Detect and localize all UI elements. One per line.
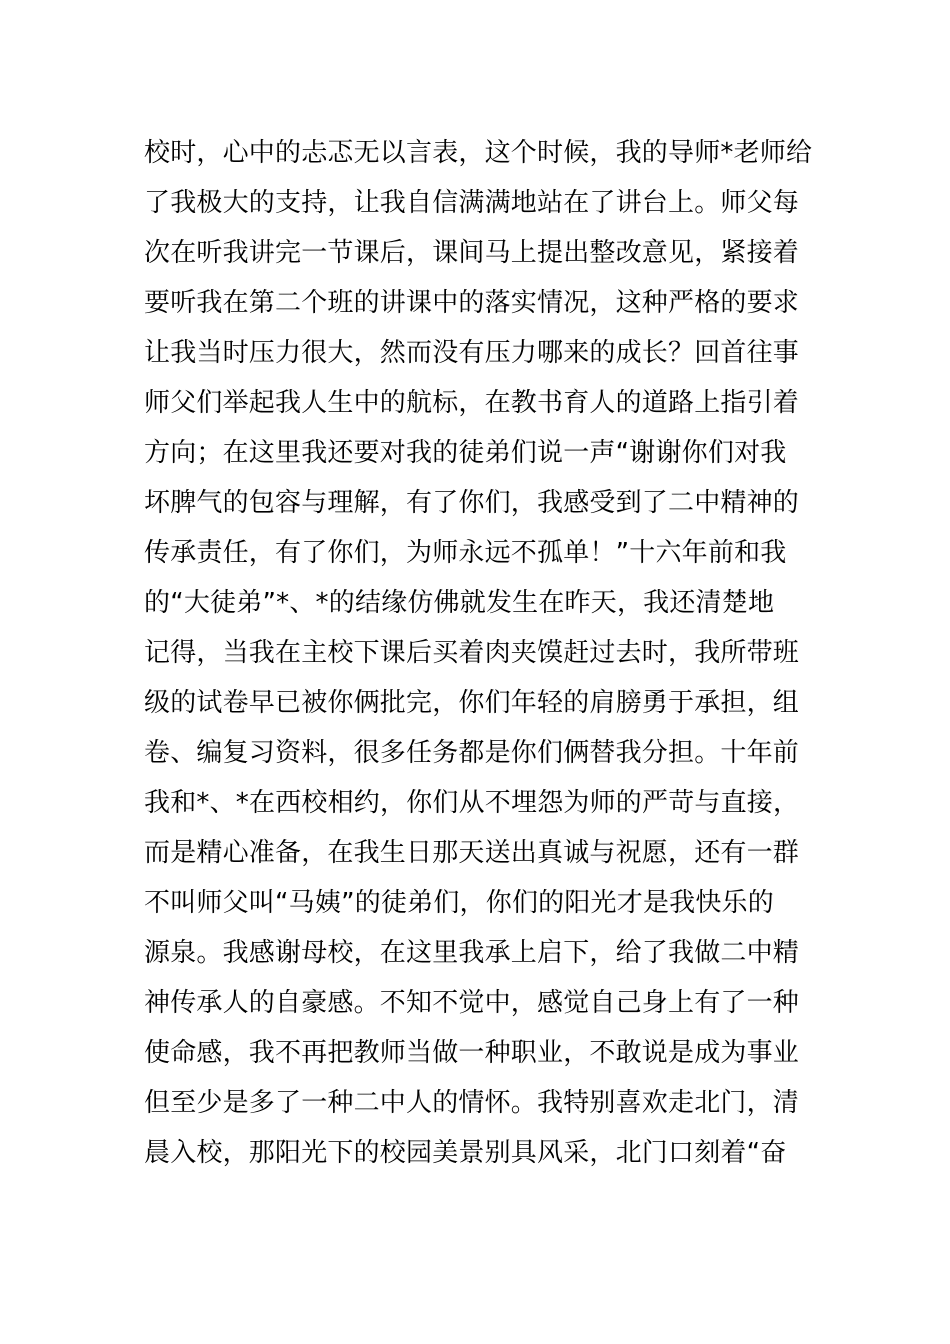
text-line: 校时，心中的忐忑无以言表，这个时候，我的导师*老师给: [144, 138, 813, 168]
text-line: 晨入校，那阳光下的校园美景别具风采，北门口刻着“奋: [144, 1138, 787, 1168]
text-line: 而是精心准备，在我生日那天送出真诚与祝愿，还有一群: [144, 838, 800, 868]
text-line: 让我当时压力很大，然而没有压力哪来的成长？回首往事: [144, 338, 800, 368]
text-line: 使命感，我不再把教师当做一种职业，不敢说是成为事业: [144, 1038, 800, 1068]
text-line: 次在听我讲完一节课后，课间马上提出整改意见，紧接着: [144, 238, 800, 268]
text-line: 不叫师父叫“马姨”的徒弟们，你们的阳光才是我快乐的: [144, 888, 774, 918]
text-line: 记得，当我在主校下课后买着肉夹馍赶过去时，我所带班: [144, 638, 800, 668]
text-line: 卷、编复习资料，很多任务都是你们俩替我分担。十年前: [144, 738, 800, 768]
text-line: 但至少是多了一种二中人的情怀。我特别喜欢走北门，清: [144, 1088, 800, 1118]
text-line: 神传承人的自豪感。不知不觉中，感觉自己身上有了一种: [144, 988, 800, 1018]
text-line: 我和*、*在西校相约，你们从不埋怨为师的严苛与直接，: [144, 788, 800, 818]
text-line: 方向；在这里我还要对我的徒弟们说一声“谢谢你们对我: [144, 438, 787, 468]
text-line: 师父们举起我人生中的航标，在教书育人的道路上指引着: [144, 388, 800, 418]
text-line: 的“大徒弟”*、*的结缘仿佛就发生在昨天，我还清楚地: [144, 588, 775, 618]
text-line: 传承责任，有了你们，为师永远不孤单！”十六年前和我: [144, 538, 787, 568]
text-line: 了我极大的支持，让我自信满满地站在了讲台上。师父每: [144, 188, 800, 218]
body-text: [144, 128, 814, 1178]
text-line: 坏脾气的包容与理解，有了你们，我感受到了二中精神的: [144, 488, 800, 518]
text-line: 级的试卷早已被你俩批完，你们年轻的肩膀勇于承担，组: [144, 688, 800, 718]
text-line: 要听我在第二个班的讲课中的落实情况，这种严格的要求: [144, 288, 800, 318]
text-line: 源泉。我感谢母校，在这里我承上启下，给了我做二中精: [144, 938, 800, 968]
